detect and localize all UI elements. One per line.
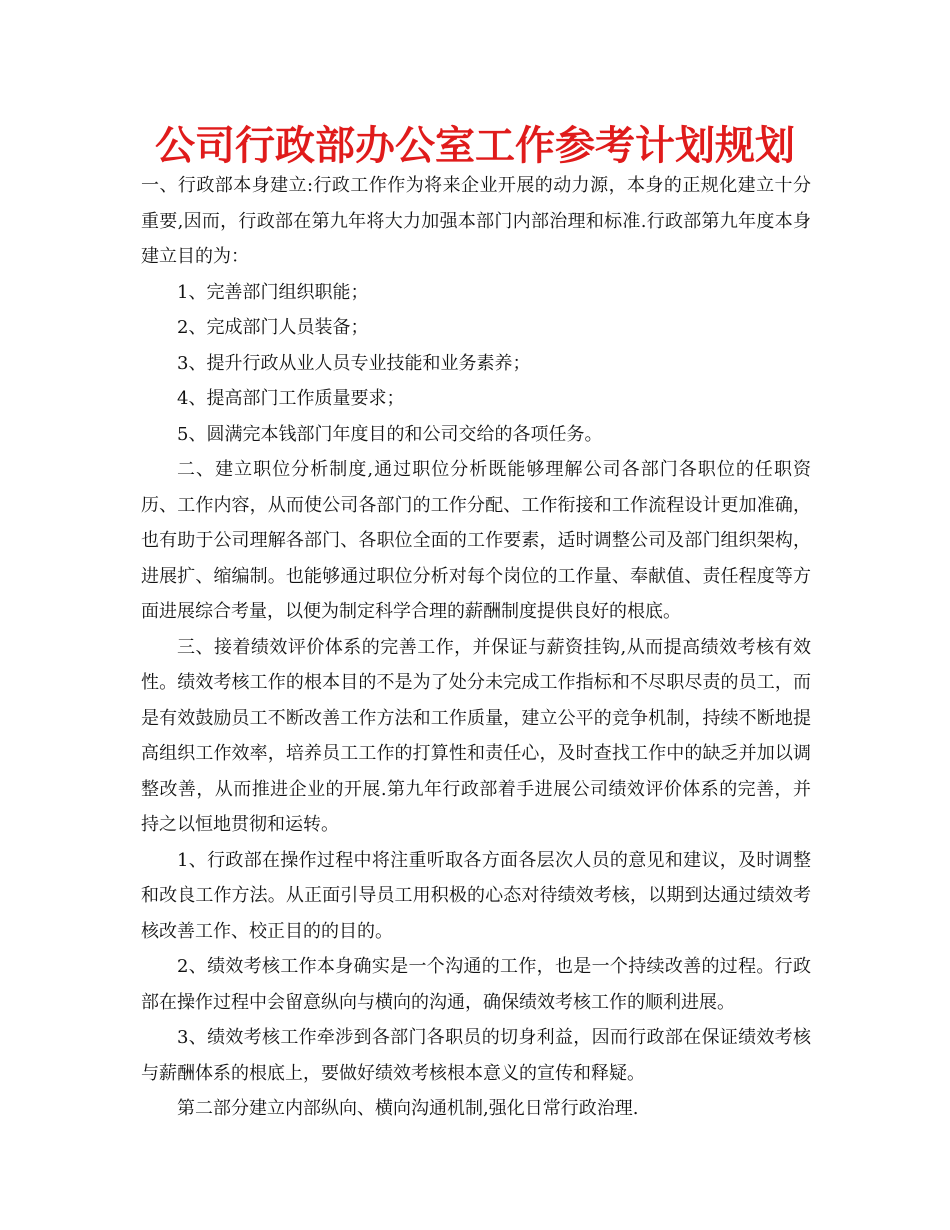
list-item-goal-4: 4、提高部门工作质量要求； xyxy=(177,388,405,409)
paragraph-section-3-item-3: 3、绩效考核工作牵涉到各部门各职员的切身利益，因而行政部在保证绩效考核与薪酬体系的根底上，要做好绩效考核根本意义的宣传和释疑。 xyxy=(141,1027,811,1084)
paragraph-part-2-heading: 第二部分建立内部纵向、横向沟通机制,强化日常行政治理. xyxy=(177,1098,639,1119)
list-item-goal-3: 3、提升行政从业人员专业技能和业务素养； xyxy=(177,352,531,374)
paragraph-section-2: 二、建立职位分析制度,通过职位分析既能够理解公司各部门各职位的任职资历、工作内容，从而使公司各部门的工作分配、工作衔接和工作流程设计更加准确，也有助于公司理解各部门、各职位全面的工作要素，适时调整公司及部门组织架构，进展扩、缩编制。也能够通过职位分析对每个岗位的工作量、奉献值、责任程度等方面进展综合考量，以便为制定科学合理的薪酬制度提供良好的根底。 xyxy=(141,459,811,622)
paragraph-section-3: 三、接着绩效评价体系的完善工作，并保证与薪资挂钩,从而提高绩效考核有效性。绩效考核工作的根本目的不是为了处分未完成工作指标和不尽职尽责的员工，而是有效鼓励员工不断改善工作方法和工作质量，建立公平的竞争机制，持续不断地提高组织工作效率，培养员工工作的打算性和责任心，及时查找工作中的缺乏并加以调整改善，从而推进企业的开展.第九年行政部着手进展公司绩效评价体系的完善，并持之以恒地贯彻和运转。 xyxy=(141,636,811,835)
paragraph-section-3-item-2: 2、绩效考核工作本身确实是一个沟通的工作，也是一个持续改善的过程。行政部在操作过程中会留意纵向与横向的沟通，确保绩效考核工作的顺利进展。 xyxy=(141,956,811,1013)
document-title: 公司行政部办公室工作参考计划规划 xyxy=(155,123,795,169)
list-item-goal-5: 5、圆满完本钱部门年度目的和公司交给的各项任务。 xyxy=(177,423,603,445)
paragraph-section-1-intro: 一、行政部本身建立:行政工作作为将来企业开展的动力源，本身的正规化建立十分重要,因而，行政部在第九年将大力加强本部门内部治理和标准.行政部第九年度本身建立目的为： xyxy=(141,175,811,267)
list-item-goal-2: 2、完成部门人员装备； xyxy=(177,317,369,338)
document-body xyxy=(141,168,811,1127)
paragraph-section-3-item-1: 1、行政部在操作过程中将注重听取各方面各层次人员的意见和建议，及时调整和改良工作方法。从正面引导员工用积极的心态对待绩效考核，以期到达通过绩效考核改善工作、校正目的的目的。 xyxy=(141,849,811,942)
list-item-goal-1: 1、完善部门组织职能； xyxy=(177,281,369,303)
